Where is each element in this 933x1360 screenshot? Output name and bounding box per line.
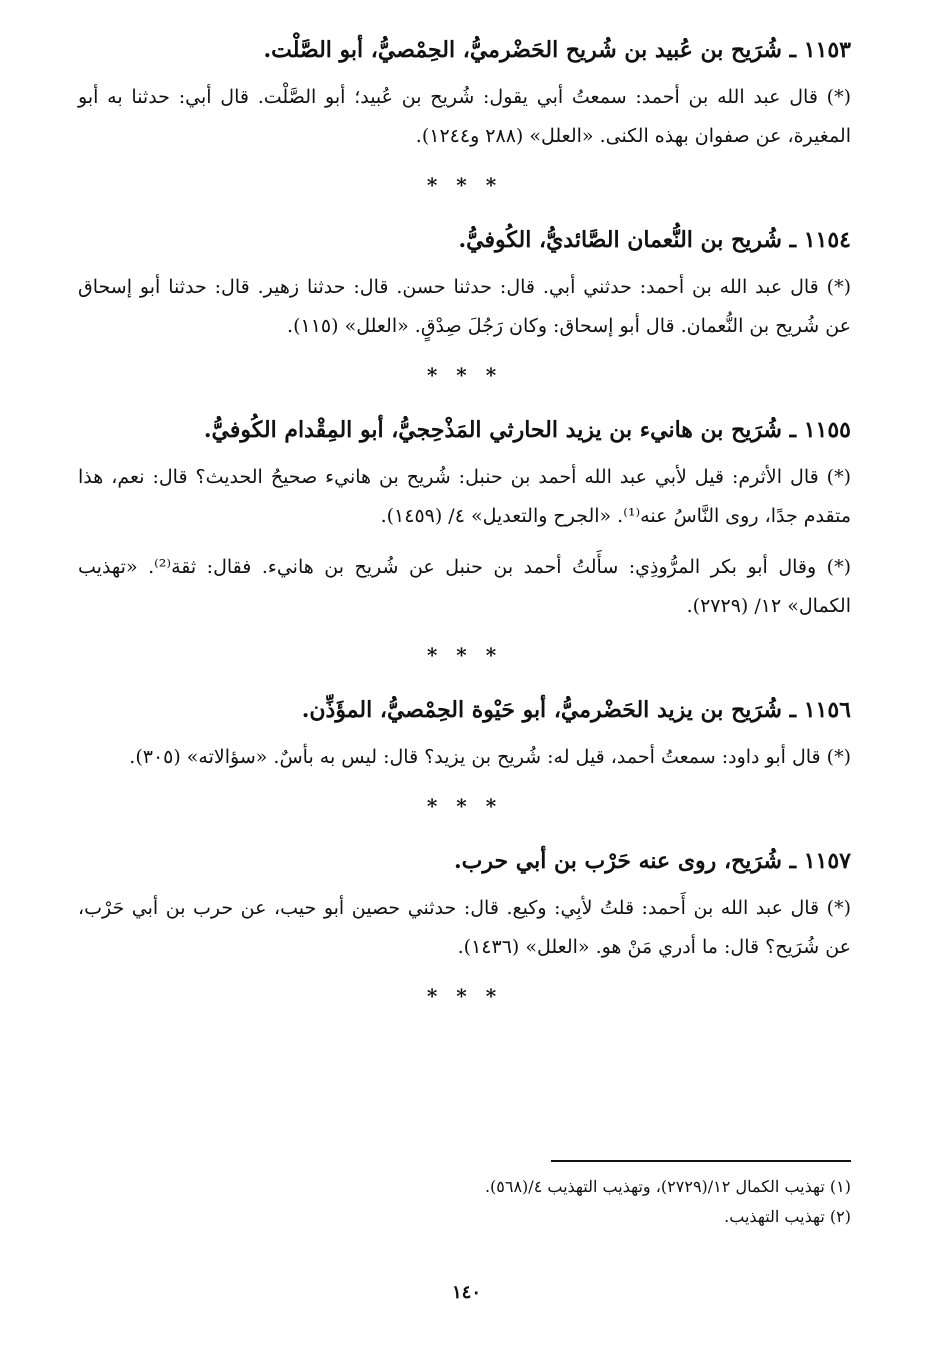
entry-heading: ١١٥٥ ـ شُرَيح بن هانيء بن يزيد الحارثي المَذْحِجيُّ، أبو المِقْدام الكُوفيُّ. [203,417,851,443]
section-separator: * * * [426,173,503,197]
entry-paragraph: (*) قال أبو داود: سمعتُ أحمد، قيل له: شُريح بن يزيد؟ قال: ليس به بأسٌ. «سؤالاته» (٣٠٥). [129,746,851,768]
entry-heading: ١١٥٦ ـ شُرَيح بن يزيد الحَضْرميُّ، أبو حَيْوة الحِمْصيُّ، المؤَذِّن. [301,697,851,723]
footnote-1: (١) تهذيب الكمال ١٢/(٢٧٢٩)، وتهذيب التهذيب ٤/(٥٦٨). [484,1177,851,1196]
entry-paragraph: (*) وقال أبو بكر المرُّوذِي: سأَلتُ أحمد بن حنبل عن شُريح بن هانيء. فقال: ثقة⁽²⁾. «تهذيب الكمال» ١٢/ (٢٧٢٩). [78,556,851,617]
section-separator: * * * [426,643,503,667]
entry-1154 [78,218,851,346]
entry-paragraph: (*) قال عبد الله بن أَحمد: قلتُ لأبِي: وكيع. قال: حدثني حصين أبو حيب، عن حرب بن أبي حَرْب، عن شُرَيح؟ قال: ما أدري مَنْ هو. «العلل» (١٤٣٦). [78,897,851,958]
entry-heading: ١١٥٧ ـ شُرَيح، روى عنه حَرْب بن أبي حرب. [453,848,851,874]
entry-paragraph: (*) قال عبد الله بن أحمد: سمعتُ أبي يقول: شُريح بن عُبيد؛ أبو الصَّلْت. قال أبي: حدثنا به أبو المغيرة، عن صفوان بهذه الكنى. «العلل» (٢٨٨ و١٢٤٤). [78,86,851,147]
entry-heading: ١١٥٤ ـ شُريح بن النُّعمان الصَّائديُّ، الكُوفيُّ. [458,227,851,253]
footnotes-section [78,1160,851,1232]
section-separator: * * * [426,363,503,387]
entry-paragraph: (*) قال الأثرم: قيل لأبي عبد الله أحمد بن حنبل: شُريح بن هانيء صحيحُ الحديث؟ قال: نعم، هذا متقدم جدًا، روى النَّاسُ عنه⁽¹⁾. «الجرح والتعديل» ٤/ (١٤٥٩). [78,466,851,527]
entry-1153 [78,28,851,156]
footnote-rule [551,1160,851,1162]
entry-1156 [78,688,851,777]
page-number: ١٤٠ [451,1282,481,1303]
section-separator: * * * [426,984,503,1008]
entry-1155 [78,408,851,626]
footnote-2: (٢) تهذيب التهذيب. [724,1207,851,1226]
entry-1157 [78,839,851,967]
entry-paragraph: (*) قال عبد الله بن أحمد: حدثني أبي. قال: حدثنا حسن. قال: حدثنا زهير. قال: حدثنا أبو إسحاق عن شُريح بن النُّعمان. قال أبو إسحاق: وكان رَجُلَ صِدْقٍ. «العلل» (١١٥). [78,276,851,337]
section-separator: * * * [426,794,503,818]
entry-heading: ١١٥٣ ـ شُرَيح بن عُبيد بن شُريح الحَضْرميُّ، الحِمْصيُّ، أبو الصَّلْت. [263,37,851,63]
page-body [78,28,851,1029]
